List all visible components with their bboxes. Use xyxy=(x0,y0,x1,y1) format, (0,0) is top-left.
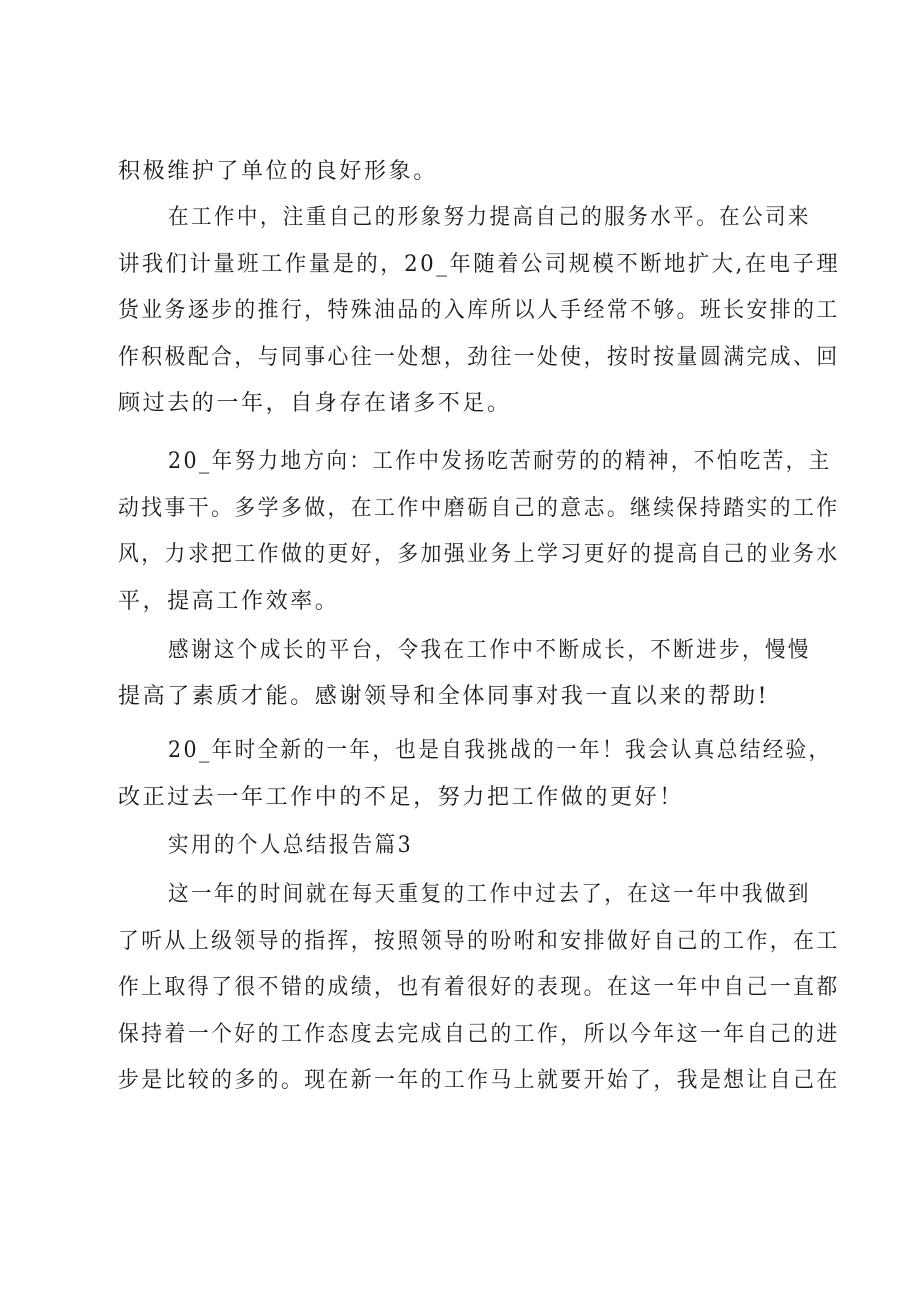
text-line: 讲我们计量班工作量是的，20_年随着公司规模不断地扩大,在电子理 xyxy=(118,252,841,277)
text-line: 作上取得了很不错的成绩，也有着很好的表现。在这一年中自己一直都 xyxy=(118,975,840,1000)
text-line: 动找事干。多学多做，在工作中磨砺自己的意志。继续保持踏实的工作 xyxy=(118,496,840,521)
text-line: 作积极配合，与同事心往一处想，劲往一处使，按时按量圆满完成、回 xyxy=(118,345,840,370)
text-line: 20_年努力地方向：工作中发扬吃苦耐劳的的精神，不怕吃苦，主 xyxy=(168,449,832,474)
text-line: 20_年时全新的一年，也是自我挑战的一年！我会认真总结经验， xyxy=(168,738,832,763)
text-line: 货业务逐步的推行，特殊油品的入库所以人手经常不够。班长安排的工 xyxy=(118,298,840,323)
text-line: 顾过去的一年，自身存在诸多不足。 xyxy=(118,391,512,416)
text-line: 了听从上级领导的指挥，按照领导的吩咐和安排做好自己的工作，在工 xyxy=(118,929,840,954)
text-line: 风，力求把工作做的更好，多加强业务上学习更好的提高自己的业务水 xyxy=(118,542,840,567)
text-line: 步是比较的多的。现在新一年的工作马上就要开始了，我是想让自己在 xyxy=(118,1068,840,1093)
text-line: 保持着一个好的工作态度去完成自己的工作，所以今年这一年自己的进 xyxy=(118,1022,840,1047)
text-line: 感谢这个成长的平台，令我在工作中不断成长，不断进步，慢慢 xyxy=(168,638,811,663)
text-line: 积极维护了单位的良好形象。 xyxy=(118,159,438,184)
text-line: 提高了素质才能。感谢领导和全体同事对我一直以来的帮助! xyxy=(118,684,770,709)
text-line: 这一年的时间就在每天重复的工作中过去了，在这一年中我做到 xyxy=(168,882,811,907)
text-line: 改正过去一年工作中的不足，努力把工作做的更好！ xyxy=(118,785,684,810)
text-line: 平，提高工作效率。 xyxy=(118,589,340,614)
text-line: 在工作中，注重自己的形象努力提高自己的服务水平。在公司来 xyxy=(168,205,811,230)
section-heading: 实用的个人总结报告篇3 xyxy=(168,833,414,858)
